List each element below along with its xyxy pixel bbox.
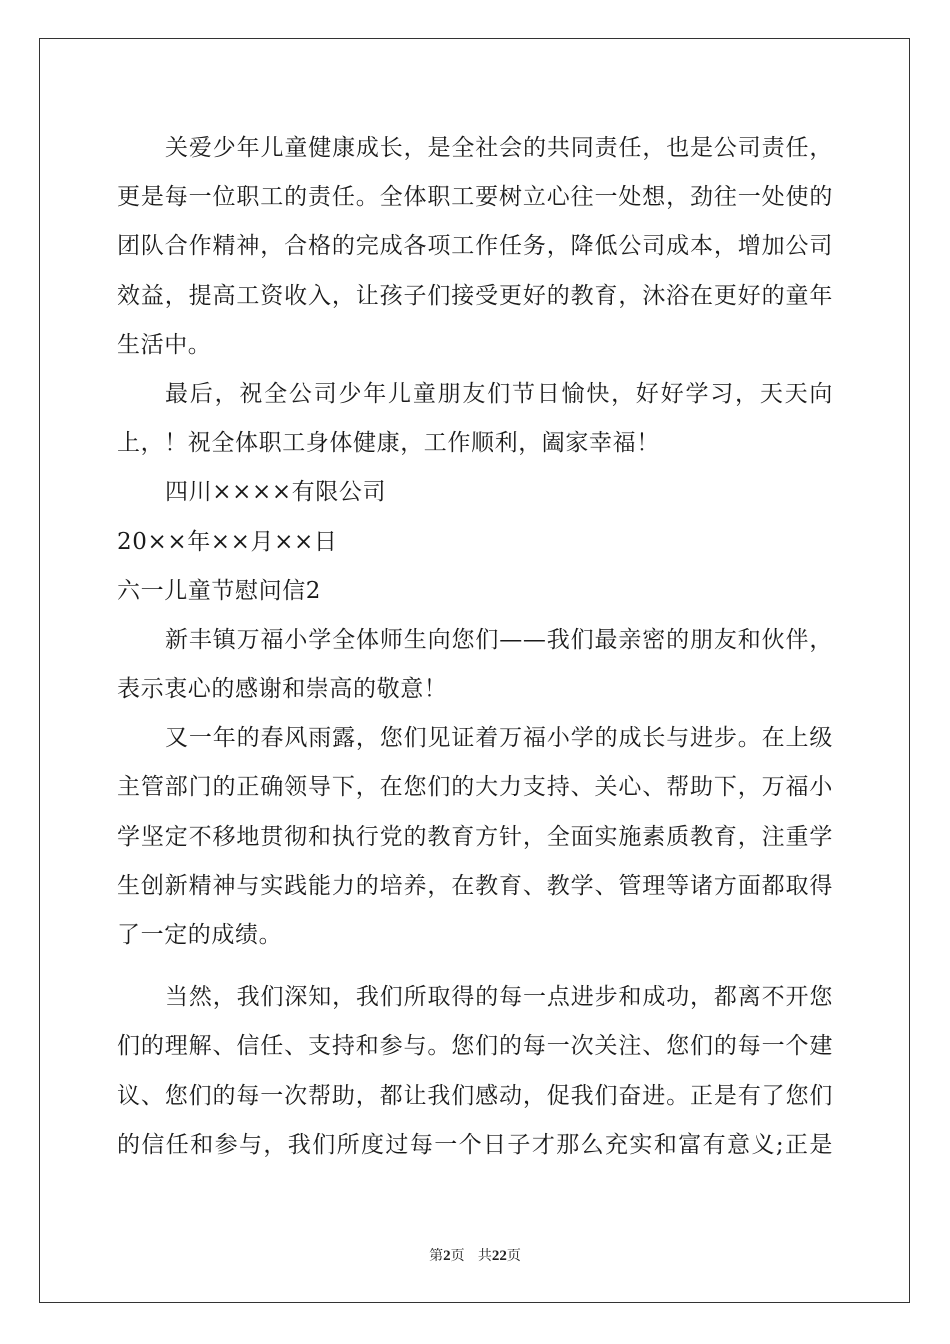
paragraph-gap bbox=[117, 960, 833, 973]
footer-total-prefix: 共 bbox=[477, 1248, 492, 1264]
text-line: 表示衷心的感谢和崇高的敬意！ bbox=[117, 676, 448, 703]
footer-page-total: 22 bbox=[491, 1248, 507, 1264]
text-line: 议、您们的每一次帮助，都让我们感动，促我们奋进。正是有了您们 bbox=[117, 1082, 833, 1109]
text-line: 团队合作精神，合格的完成各项工作任务，降低公司成本，增加公司 bbox=[117, 233, 833, 260]
text-line: 主管部门的正确领导下，在您们的大力支持、关心、帮助下，万福小 bbox=[117, 774, 833, 801]
document-body bbox=[117, 124, 833, 1170]
text-line: 关爱少年儿童健康成长，是全社会的共同责任，也是公司责任， bbox=[165, 135, 833, 161]
company-name: 四川××××有限公司 bbox=[165, 479, 387, 506]
text-line: 又一年的春风雨露，您们见证着万福小学的成长与进步。在上级 bbox=[165, 725, 833, 752]
footer-page-current: 2 bbox=[443, 1248, 451, 1264]
text-line: 生创新精神与实践能力的培养，在教育、教学、管理等诸方面都取得 bbox=[117, 872, 833, 899]
text-line: 最后，祝全公司少年儿童朋友们节日愉快，好好学习，天天向 bbox=[165, 380, 833, 407]
footer-page-suffix: 页 bbox=[450, 1248, 465, 1264]
text-line: 更是每一位职工的责任。全体职工要树立心往一处想，劲往一处使的 bbox=[117, 184, 833, 211]
letter-date: 20××年××月××日 bbox=[117, 528, 338, 555]
section-title: 六一儿童节慰问信2 bbox=[117, 577, 322, 604]
footer-total-suffix: 页 bbox=[506, 1248, 521, 1264]
footer-page-prefix: 第 bbox=[429, 1248, 444, 1264]
text-line: 上，！祝全体职工身体健康，工作顺利，阖家幸福！ bbox=[117, 430, 660, 457]
text-line: 新丰镇万福小学全体师生向您们——我们最亲密的朋友和伙伴， bbox=[165, 626, 833, 653]
text-line: 的信任和参与，我们所度过每一个日子才那么充实和富有意义;正是 bbox=[117, 1131, 833, 1158]
text-line: 了一定的成绩。 bbox=[117, 922, 283, 948]
text-line: 效益，提高工资收入，让孩子们接受更好的教育，沐浴在更好的童年 bbox=[117, 282, 833, 309]
text-line: 当然，我们深知，我们所取得的每一点进步和成功，都离不开您 bbox=[165, 984, 833, 1011]
text-line: 学坚定不移地贯彻和执行党的教育方针，全面实施素质教育，注重学 bbox=[117, 823, 833, 850]
page-footer bbox=[0, 1245, 950, 1265]
text-line: 们的理解、信任、支持和参与。您们的每一次关注、您们的每一个建 bbox=[117, 1033, 833, 1060]
text-line: 生活中。 bbox=[117, 331, 212, 358]
